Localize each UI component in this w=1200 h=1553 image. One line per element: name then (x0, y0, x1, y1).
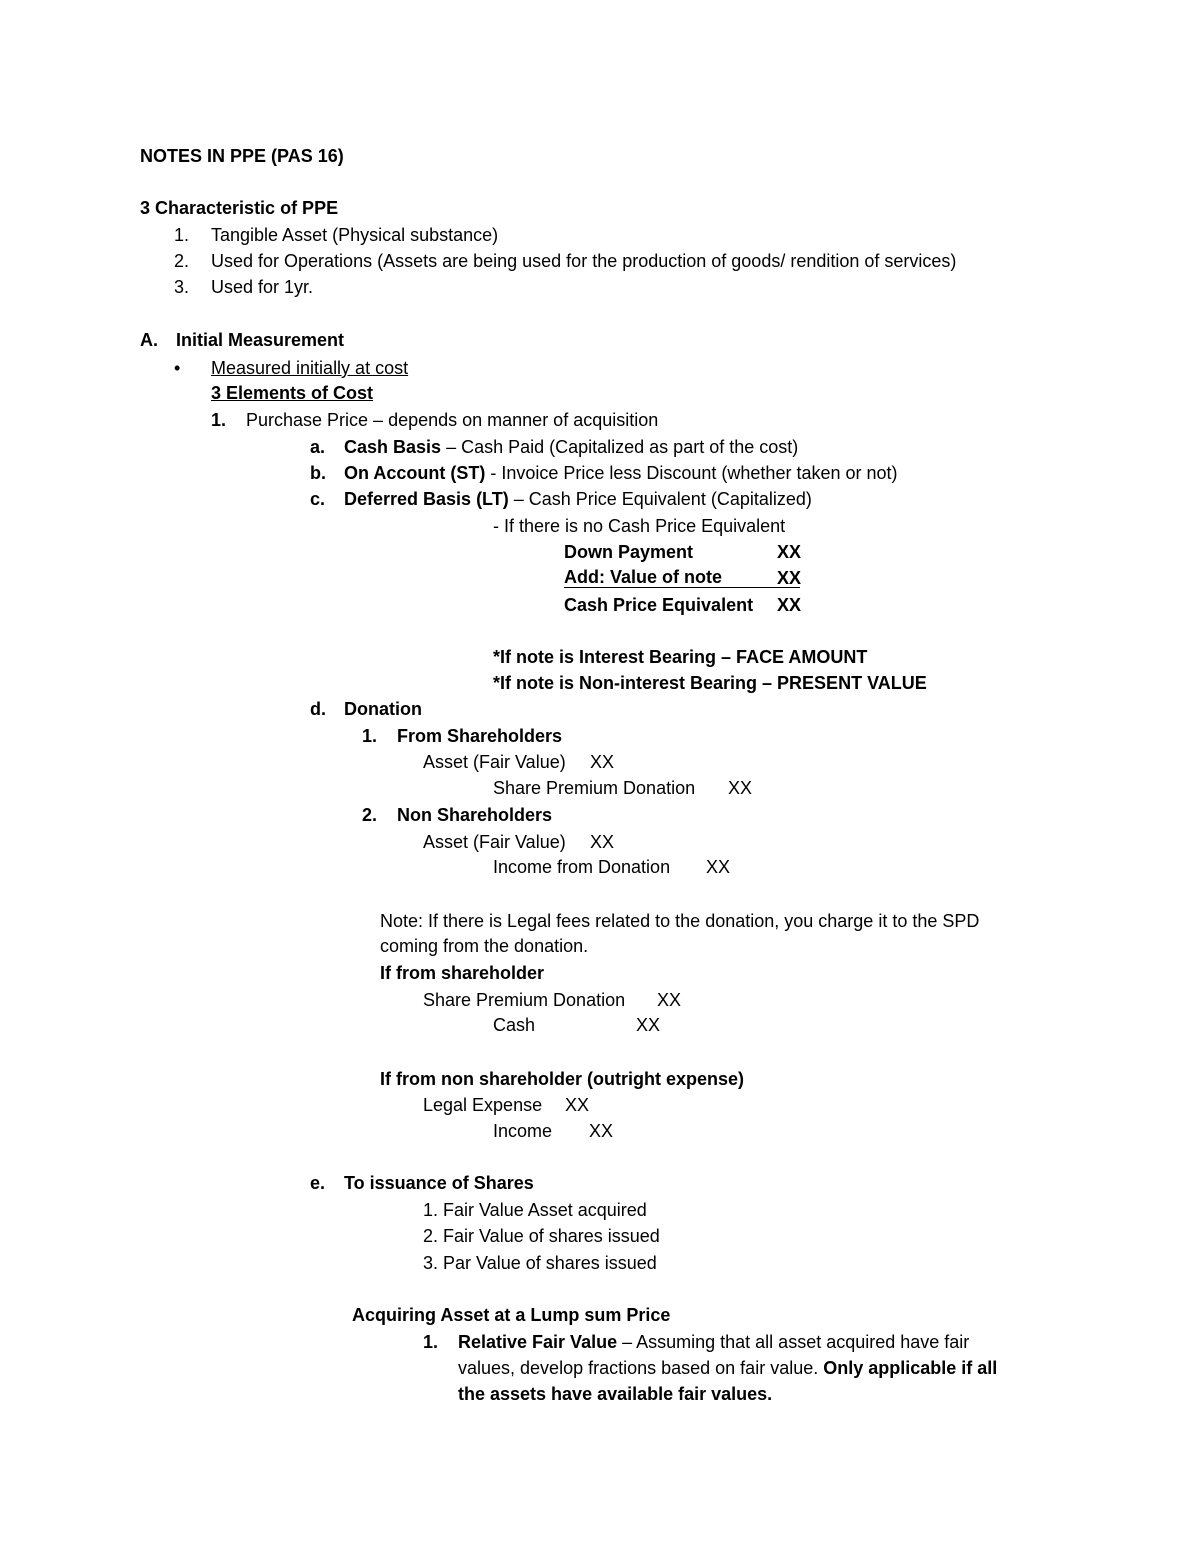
bullet-text: Measured initially at cost (211, 358, 409, 378)
elements-heading: 3 Elements of Cost (211, 383, 374, 403)
donation-note-line2: coming from the donation. (380, 936, 589, 956)
calc-amount: XX (777, 542, 802, 562)
calc-underlined-row (564, 567, 800, 588)
section-heading: Initial Measurement (176, 330, 345, 350)
journal-amount: XX (590, 832, 615, 852)
journal-amount: XX (706, 857, 731, 877)
list-letter: b. (310, 463, 326, 483)
deferred-label: Deferred Basis (LT) (344, 489, 509, 509)
list-item: Used for 1yr. (211, 277, 314, 297)
list-item: Used for Operations (Assets are being used for the production of goods/ rendition of services) (211, 251, 957, 271)
from-shareholders-label: From Shareholders (397, 726, 563, 746)
cash-basis-line (344, 436, 798, 458)
deferred-text: – Cash Price Equivalent (Capitalized) (508, 489, 812, 509)
lump-sum-line3: the assets have available fair values. (458, 1384, 773, 1404)
list-item: 3. Par Value of shares issued (423, 1253, 657, 1273)
list-letter: e. (310, 1173, 326, 1193)
page-title: NOTES IN PPE (PAS 16) (140, 146, 344, 166)
journal-credit: Income from Donation (493, 857, 671, 877)
cash-basis-label: Cash Basis (344, 437, 442, 457)
journal-amount: XX (589, 1121, 614, 1141)
journal-debit: Legal Expense (423, 1095, 543, 1115)
journal-credit: Income (493, 1121, 553, 1141)
journal-debit: Share Premium Donation (423, 990, 626, 1010)
lump-sum-text2b: Only applicable if all (823, 1358, 998, 1378)
journal-amount: XX (657, 990, 682, 1010)
relative-fair-value-label: Relative Fair Value (458, 1332, 618, 1352)
list-letter: d. (310, 699, 326, 719)
list-number: 1. (174, 225, 190, 245)
interest-bearing-note: *If note is Interest Bearing – FACE AMOUNT (493, 647, 868, 667)
on-account-label: On Account (ST) (344, 463, 486, 483)
if-non-shareholder-label: If from non shareholder (outright expense) (380, 1069, 745, 1089)
lump-sum-text2a: values, develop fractions based on fair value. (458, 1358, 824, 1378)
calc-amount: XX (777, 568, 802, 588)
journal-amount: XX (565, 1095, 590, 1115)
list-item: 2. Fair Value of shares issued (423, 1226, 660, 1246)
list-item: 1. Fair Value Asset acquired (423, 1200, 647, 1220)
lump-sum-heading: Acquiring Asset at a Lump sum Price (352, 1305, 671, 1325)
deferred-line (344, 488, 812, 510)
donation-label: Donation (344, 699, 422, 719)
lump-sum-line1 (458, 1331, 969, 1353)
list-number: 1. (362, 726, 378, 746)
bullet-icon: • (174, 358, 181, 378)
list-number: 3. (174, 277, 190, 297)
list-number: 1. (211, 410, 227, 430)
journal-amount: XX (728, 778, 753, 798)
list-number: 2. (362, 805, 378, 825)
list-number: 1. (423, 1332, 439, 1352)
list-number: 2. (174, 251, 190, 271)
journal-amount: XX (590, 752, 615, 772)
donation-note-line1: Note: If there is Legal fees related to the donation, you charge it to the SPD (380, 911, 980, 931)
calc-label: Add: Value of note (564, 567, 723, 587)
purchase-price: Purchase Price – depends on manner of acquisition (246, 410, 659, 430)
shares-label: To issuance of Shares (344, 1173, 534, 1193)
non-shareholders-label: Non Shareholders (397, 805, 553, 825)
on-account-text: - Invoice Price less Discount (whether taken or not) (485, 463, 898, 483)
non-interest-bearing-note: *If note is Non-interest Bearing – PRESENT VALUE (493, 673, 927, 693)
calc-label: Cash Price Equivalent (564, 595, 754, 615)
journal-debit: Asset (Fair Value) (423, 752, 566, 772)
list-letter: a. (310, 437, 326, 457)
journal-debit: Asset (Fair Value) (423, 832, 566, 852)
journal-credit: Share Premium Donation (493, 778, 696, 798)
lump-sum-line2 (458, 1357, 997, 1379)
journal-credit: Cash (493, 1015, 536, 1035)
calc-amount: XX (777, 595, 802, 615)
cash-basis-text: – Cash Paid (Capitalized as part of the cost) (441, 437, 799, 457)
section-letter: A. (140, 330, 158, 350)
list-letter: c. (310, 489, 326, 509)
characteristics-heading: 3 Characteristic of PPE (140, 198, 339, 218)
if-shareholder-label: If from shareholder (380, 963, 545, 983)
no-cpe-text: - If there is no Cash Price Equivalent (493, 516, 786, 536)
lump-sum-text1: – Assuming that all asset acquired have fair (617, 1332, 970, 1352)
on-account-line (344, 462, 898, 484)
journal-amount: XX (636, 1015, 661, 1035)
list-item: Tangible Asset (Physical substance) (211, 225, 499, 245)
calc-label: Down Payment (564, 542, 694, 562)
